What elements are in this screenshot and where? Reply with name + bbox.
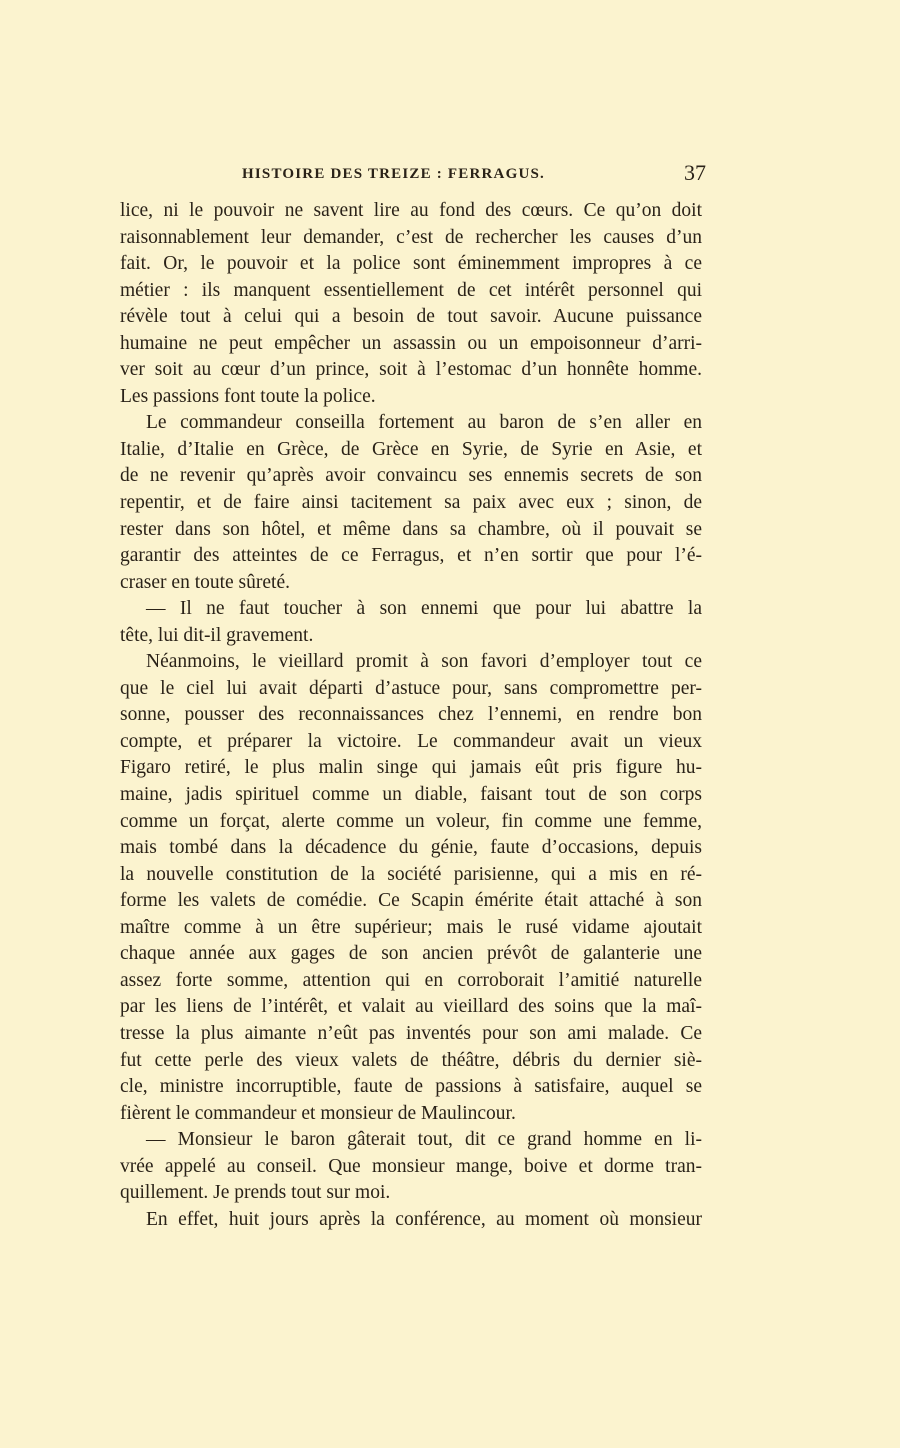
paragraph xyxy=(120,649,702,1127)
paragraph xyxy=(120,1127,702,1207)
text-line: Le commandeur conseilla fortement au baron de s’en aller en xyxy=(146,412,702,434)
text-line: de ne revenir qu’après avoir convaincu ses ennemis secrets de son xyxy=(120,465,702,487)
text-line: fait. Or, le pouvoir et la police sont éminemment impropres à ce xyxy=(120,253,702,275)
text-line: assez forte somme, attention qui en corroborait l’amitié naturelle xyxy=(120,969,702,991)
text-line: mais tombé dans la décadence du génie, faute d’occasions, depuis xyxy=(120,837,702,859)
text-line: Italie, d’Italie en Grèce, de Grèce en Syrie, de Syrie en Asie, et xyxy=(120,438,702,460)
body-text xyxy=(120,198,702,1233)
text-line: garantir des atteintes de ce Ferragus, et n’en sortir que pour l’é- xyxy=(120,545,702,567)
text-line: la nouvelle constitution de la société parisienne, qui a mis en ré- xyxy=(120,863,702,885)
text-line: Néanmoins, le vieillard promit à son favori d’employer tout ce xyxy=(146,651,702,673)
text-line: En effet, huit jours après la conférence, au moment où monsieur xyxy=(146,1208,702,1230)
text-line: humaine ne peut empêcher un assassin ou un empoisonneur d’arri- xyxy=(120,332,702,354)
text-line: compte, et préparer la victoire. Le commandeur avait un vieux xyxy=(120,730,702,752)
text-line: que le ciel lui avait départi d’astuce pour, sans compromettre per- xyxy=(120,677,702,699)
text-line: ver soit au cœur d’un prince, soit à l’estomac d’un honnête homme. xyxy=(120,359,702,381)
text-line: maine, jadis spirituel comme un diable, faisant tout de son corps xyxy=(120,784,702,806)
paragraph xyxy=(120,1207,702,1234)
running-title: HISTOIRE DES TREIZE : FERRAGUS. xyxy=(242,166,545,182)
text-line: tresse la plus aimante n’eût pas inventés pour son ami malade. Ce xyxy=(120,1022,702,1044)
running-header xyxy=(120,160,706,190)
text-line: forme les valets de comédie. Ce Scapin émérite était attaché à son xyxy=(120,890,702,912)
text-line: chaque année aux gages de son ancien prévôt de galanterie une xyxy=(120,943,702,965)
paragraph xyxy=(120,198,702,410)
text-line: révèle tout à celui qui a besoin de tout savoir. Aucune puissance xyxy=(120,306,702,328)
text-line: fièrent le commandeur et monsieur de Maulincour. xyxy=(120,1102,516,1124)
text-line: Les passions font toute la police. xyxy=(120,385,376,407)
text-line: sonne, pousser des reconnaissances chez l’ennemi, en rendre bon xyxy=(120,704,702,726)
text-line: — Monsieur le baron gâterait tout, dit ce grand homme en li- xyxy=(146,1129,702,1151)
paragraph xyxy=(120,410,702,596)
text-line: maître comme à un être supérieur; mais le rusé vidame ajoutait xyxy=(120,916,702,938)
text-line: lice, ni le pouvoir ne savent lire au fond des cœurs. Ce qu’on doit xyxy=(120,200,702,221)
text-line: fut cette perle des vieux valets de théâtre, débris du dernier siè- xyxy=(120,1049,702,1071)
text-line: quillement. Je prends tout sur moi. xyxy=(120,1182,391,1204)
text-line: rester dans son hôtel, et même dans sa chambre, où il pouvait se xyxy=(120,518,702,540)
text-line: repentir, et de faire ainsi tacitement sa paix avec eux ; sinon, de xyxy=(120,492,702,514)
text-line: métier : ils manquent essentiellement de cet intérêt personnel qui xyxy=(120,279,702,301)
text-line: — Il ne faut toucher à son ennemi que pour lui abattre la xyxy=(146,598,702,620)
text-line: Figaro retiré, le plus malin singe qui jamais eût pris figure hu- xyxy=(120,757,702,779)
text-line: comme un forçat, alerte comme un voleur, fin comme une femme, xyxy=(120,810,702,832)
text-line: tête, lui dit-il gravement. xyxy=(120,624,314,646)
paragraph xyxy=(120,596,702,649)
text-line: craser en toute sûreté. xyxy=(120,571,290,593)
text-line: vrée appelé au conseil. Que monsieur mange, boive et dorme tran- xyxy=(120,1155,702,1177)
text-line: par les liens de l’intérêt, et valait au vieillard des soins que la maî- xyxy=(120,996,702,1018)
text-line: cle, ministre incorruptible, faute de passions à satisfaire, auquel se xyxy=(120,1076,702,1098)
page-number: 37 xyxy=(684,160,706,185)
text-line: raisonnablement leur demander, c’est de rechercher les causes d’un xyxy=(120,226,702,248)
